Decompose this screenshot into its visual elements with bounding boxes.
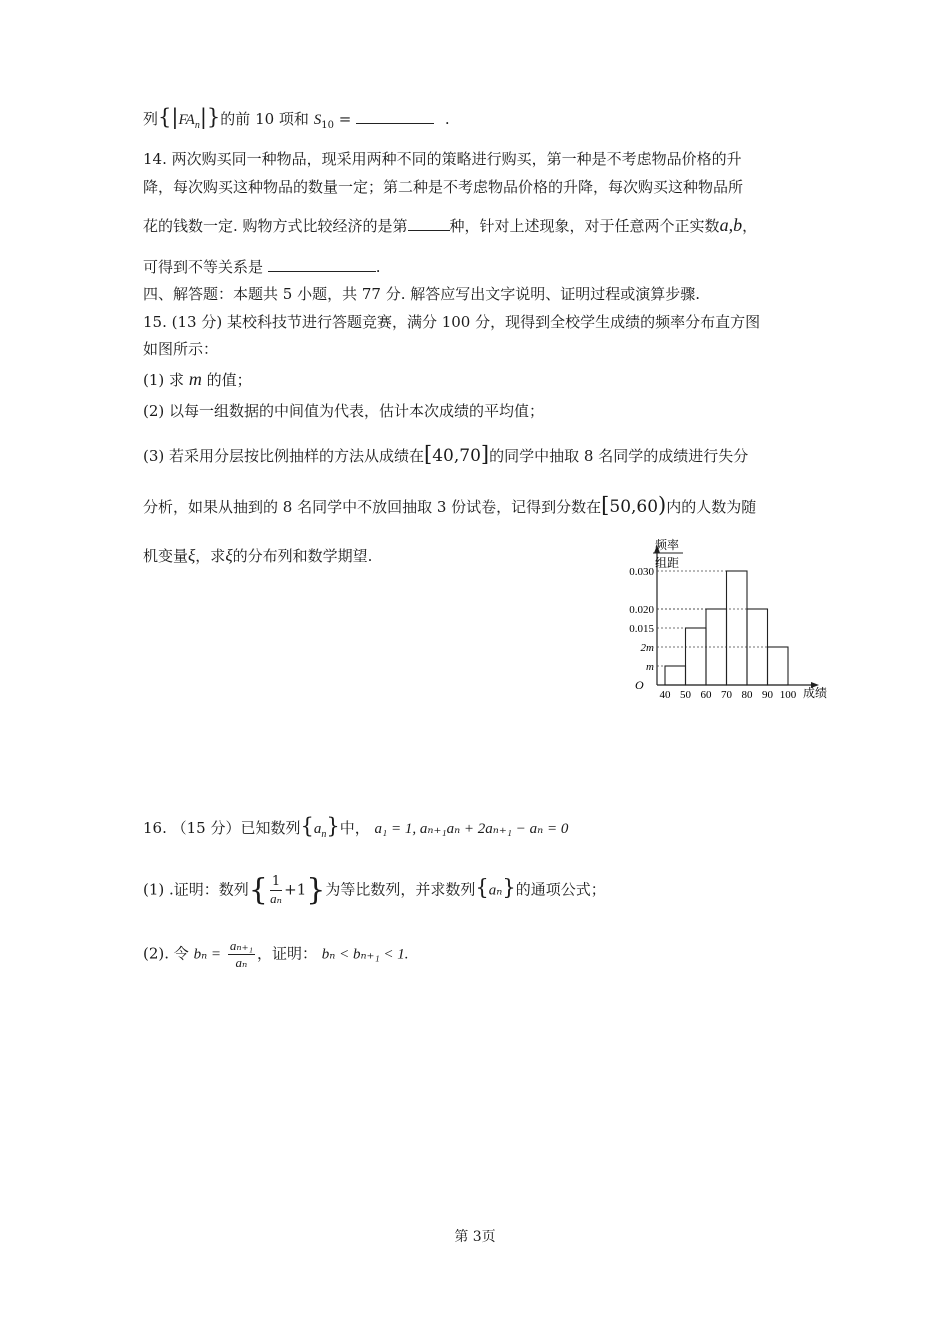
text: 机变量 [143,547,189,565]
x-tick-label: 40 [659,689,671,701]
text: 的通项公式； [515,880,606,899]
seq-var: a [313,821,322,837]
frequency-histogram [625,535,840,705]
numerator: aₙ₊₁ [229,938,253,953]
math-var: ξ [188,546,196,565]
q15-line1: 15. (13 分) 某校科技节进行答题竞赛，满分 100 分，现得到全校学生成绩的频率分布直方图 [143,313,761,331]
denominator: aₙ [235,955,248,970]
fraction [270,874,282,907]
seq-var: FA [178,112,195,128]
text: 的分布列和数学期望. [232,547,373,565]
q15-part3-line2: 分析，如果从抽到的 8 名同学中不放回抽取 3 份试卷，记得到分数在[50,60)内的人数为随 [143,493,757,517]
sum-sub: 10 [321,120,334,131]
text: (3) 若采用分层按比例抽样的方法从成绩在 [143,447,425,465]
x-axis-label: 成绩 [803,686,828,700]
x-tick-label: 50 [680,689,691,701]
q15-part1 [143,368,252,391]
x-tick-label: 100 [779,689,797,701]
text: 为等比数列，并求数列 [325,880,476,899]
x-tick-label: 80 [741,689,753,701]
text: (1) .证明：数列 [143,880,249,899]
denominator: aₙ [270,891,282,906]
text: . [375,258,381,276]
q15-part3-line1: (3) 若采用分层按比例抽样的方法从成绩在[40,70]的同学中抽取 8 名同学的成绩进行失分 [143,442,749,466]
histogram-bar [768,647,789,685]
y-label-top: 频率 [655,538,680,552]
text: 内的人数为随 [666,498,757,516]
text: ， [742,217,758,235]
inequality: bₙ < bₙ₊₁ < 1. [321,946,409,963]
answer-blank[interactable] [268,257,376,272]
interval: 40,70 [432,446,481,466]
y-label-bottom: 组距 [655,556,680,570]
text: 中， [339,819,370,837]
q16-head: 16. （15 分）已知数列$\{a_n\}$中， a₁ = 1, aₙ₊₁aₙ + 2aₙ₊₁ − aₙ = 0 [143,814,569,840]
math-var: ξ [225,546,233,565]
x-tick-label: 70 [721,689,732,701]
histogram-bar [727,571,748,685]
section-heading: 四、解答题：本题共 5 小题，共 77 分. 解答应写出文字说明、证明过程或演算步骤. [143,285,701,303]
plus-one: +1 [284,880,307,899]
text: ，证明： [256,944,317,963]
seq-var: aₙ [488,882,503,899]
q16-part2 [143,938,409,971]
q13-tail-line: 列$\{|FA_n|\}$的前 10 项和 $S_{10}$ = . [143,105,450,131]
q16-part1: (1) .证明：数列{ $\frac{1}{\text{aₙ}}$ +1}为等比数列，并求数列{aₙ}的通项公式； [143,872,606,908]
text: 16. （15 分）已知数列 [143,819,301,837]
math-vars: a,b [719,215,743,235]
interval: 50,60 [609,497,659,517]
text: 的同学中抽取 8 名同学的成绩进行失分 [489,447,749,465]
y-tick-label: 2m [640,642,654,654]
histogram-bar [686,628,707,685]
math-var: m [188,369,202,389]
equals-sign: = [338,110,352,128]
condition-equation: a₁ = 1, aₙ₊₁aₙ + 2aₙ₊₁ − aₙ = 0 [374,821,569,837]
text: . [444,110,450,128]
answer-blank[interactable] [356,109,434,124]
x-tick-label: 90 [762,689,773,701]
y-tick-label: m [646,661,654,673]
q14-line4 [143,256,381,278]
origin-label: O [635,678,644,692]
text: (2). 令 [143,944,189,963]
sum-var: S [313,112,322,128]
text: (1) 求 [143,371,185,389]
text: 分析，如果从抽到的 8 名同学中不放回抽取 3 份试卷，记得到分数在 [143,498,602,516]
q14-line1: 14. 两次购买同一种物品，现采用两种不同的策略进行购买，第一种是不考虑物品价格的升 [143,150,742,168]
text: 可得到不等关系是 [143,258,264,276]
y-tick-label: 0.030 [629,566,654,578]
q15-part2: (2) 以每一组数据的中间值为代表，估计本次成绩的平均值； [143,402,545,420]
page-number: 第 3页 [454,1229,496,1245]
q14-line2: 降，每次购买这种物品的数量一定；第二种是不考虑物品价格的升降，每次购买这种物品所 [143,178,744,196]
text: 的前 10 项和 [220,110,309,128]
text: 列 [143,110,159,128]
q15-part3-line3 [143,545,372,567]
y-tick-label: 0.015 [629,623,654,635]
q15-line2: 如图所示： [143,340,219,358]
b-def: bₙ = [193,946,222,963]
fraction [228,938,255,971]
text: 种，针对上述现象，对于任意两个正实数 [449,217,720,235]
text: 的值； [206,371,252,389]
q14-line3 [143,214,757,237]
seq-sub: n [321,829,327,840]
text: 花的钱数一定. 购物方式比较经济的是第 [143,217,408,235]
answer-blank[interactable] [408,216,450,231]
text: ，求 [195,547,226,565]
x-tick-label: 60 [700,689,712,701]
histogram-bar [665,666,686,685]
seq-sub: n [194,120,200,131]
y-tick-label: 0.020 [629,604,654,616]
numerator: 1 [271,874,281,889]
